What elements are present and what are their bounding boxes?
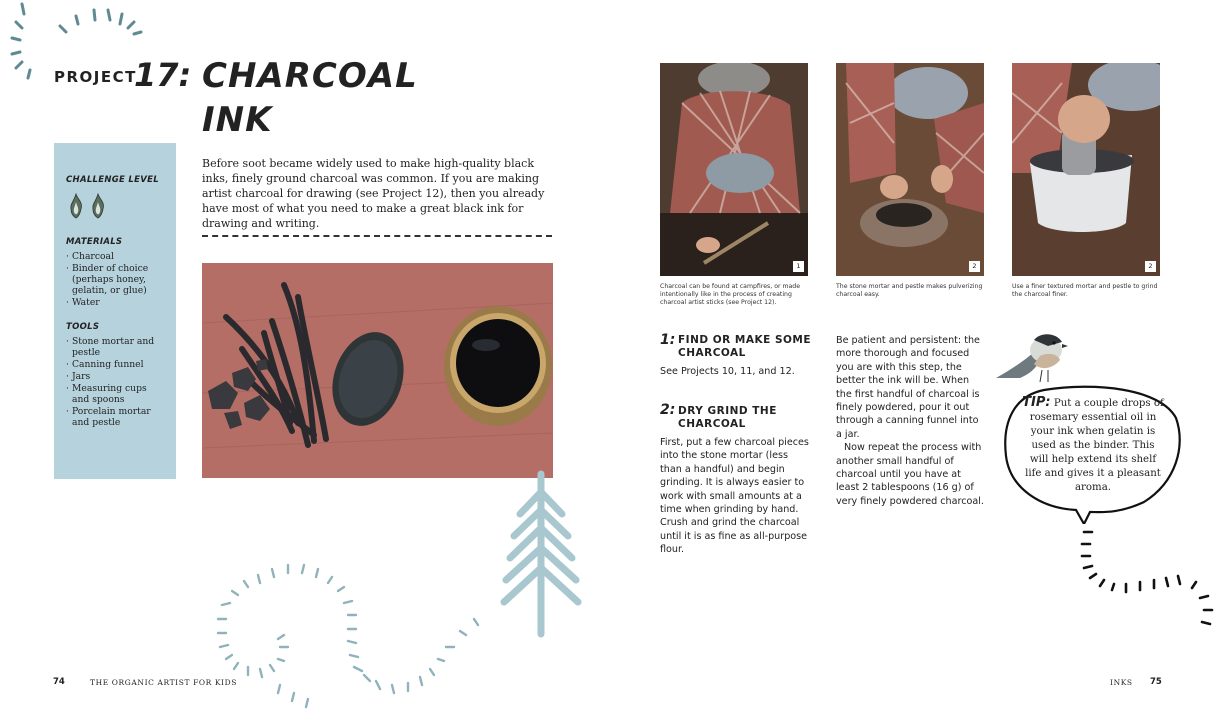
running-head-left: THE ORGANIC ARTIST FOR KIDS <box>90 678 237 687</box>
step-number: 1: <box>660 332 676 348</box>
challenge-level-heading: CHALLENGE LEVEL <box>66 175 159 185</box>
step-body: See Projects 10, 11, and 12. <box>660 366 795 377</box>
flame-icon <box>68 193 84 219</box>
list-item: · Measuring cups and spoons <box>66 383 166 405</box>
step-photo-1 <box>660 63 808 276</box>
photo-number-badge: 2 <box>1145 261 1156 272</box>
tools-list <box>66 336 166 428</box>
step-photo-3 <box>1012 63 1160 276</box>
list-item: · Porcelain mortar and pestle <box>66 406 166 428</box>
charcoal-photo-illustration <box>202 263 553 478</box>
tip-box <box>1022 396 1164 495</box>
list-item: · Water <box>66 297 166 308</box>
photo-number-badge: 1 <box>793 261 804 272</box>
materials-heading: MATERIALS <box>66 237 123 247</box>
project-number: 17: <box>134 56 192 94</box>
photo-number-badge: 2 <box>969 261 980 272</box>
intro-paragraph: Before soot became widely used to make high-quality black inks, finely ground charcoal was common. If you are making artist charcoal for drawing (see Project 12), then you already have most of what you need to make a great black ink for drawing and writing. <box>202 157 545 230</box>
tip-label: TIP: <box>1022 395 1051 410</box>
body-paragraph: Now repeat the process with another small handful of charcoal until you have at least 2 tablespoons (16 g) of very finely powdered charcoal. <box>836 442 984 507</box>
list-item: · Charcoal <box>66 251 166 262</box>
list-item: · Binder of choice (perhaps honey, gelatin, or glue) <box>66 263 166 296</box>
photo-caption: Charcoal can be found at campfires, or made intentionally like in the process of creating charcoal artist sticks (see Project 12). <box>660 283 801 306</box>
photo-illustration <box>1012 63 1160 276</box>
flame-icon <box>90 193 106 219</box>
body-paragraph: Be patient and persistent: the more thorough and focused you are with this step, the better the ink will be. When the first handful of charcoal is finely powdered, pour it out through a canning funnel into a jar. <box>836 335 980 440</box>
tip-text: Put a couple drops of rosemary essential oil in your ink when gelatin is used as the binder. This will help extend its shelf life and gives it a pleasant aroma. <box>1025 398 1164 493</box>
page-number-left: 74 <box>53 677 65 687</box>
challenge-level-rating <box>68 193 166 219</box>
page-number-right: 75 <box>1150 677 1162 687</box>
photo-illustration <box>836 63 984 276</box>
step-title: FIND OR MAKE SOME CHARCOAL <box>678 334 812 359</box>
step-title: DRY GRIND THE CHARCOAL <box>678 405 777 430</box>
step-body-continued <box>836 334 986 508</box>
swirl-ornament-bottom <box>208 555 508 714</box>
project-label: PROJECT <box>54 68 137 86</box>
charcoal-materials-photo <box>202 263 553 478</box>
tools-heading: TOOLS <box>66 322 100 332</box>
step-photo-2 <box>836 63 984 276</box>
step-body: First, put a few charcoal pieces into the stone mortar (less than a handful) and begin grinding. It is always easier to work with small amounts at a time when grinding by hand. Crush and grind the charcoal until it is as fine as all-purpose flour. <box>660 437 809 556</box>
dashed-swirl-ornament-right <box>1070 526 1214 630</box>
materials-list <box>66 251 166 308</box>
step-number: 2: <box>660 402 676 418</box>
photo-illustration <box>660 63 808 276</box>
sidebar-panel <box>54 143 176 479</box>
list-item: · Stone mortar and pestle <box>66 336 166 358</box>
photo-caption: The stone mortar and pestle makes pulverizing charcoal easy. <box>836 283 983 298</box>
running-head-right: INKS <box>1110 678 1133 687</box>
photo-caption: Use a finer textured mortar and pestle to grind the charcoal finer. <box>1012 283 1158 298</box>
bird-illustration <box>990 330 1070 388</box>
pine-tree-ornament <box>496 470 586 638</box>
dashed-divider <box>202 235 552 237</box>
page-title-line-2: INK <box>202 100 273 140</box>
list-item: · Jars <box>66 371 166 382</box>
list-item: · Canning funnel <box>66 359 166 370</box>
page-title-line-1: CHARCOAL <box>202 56 418 96</box>
